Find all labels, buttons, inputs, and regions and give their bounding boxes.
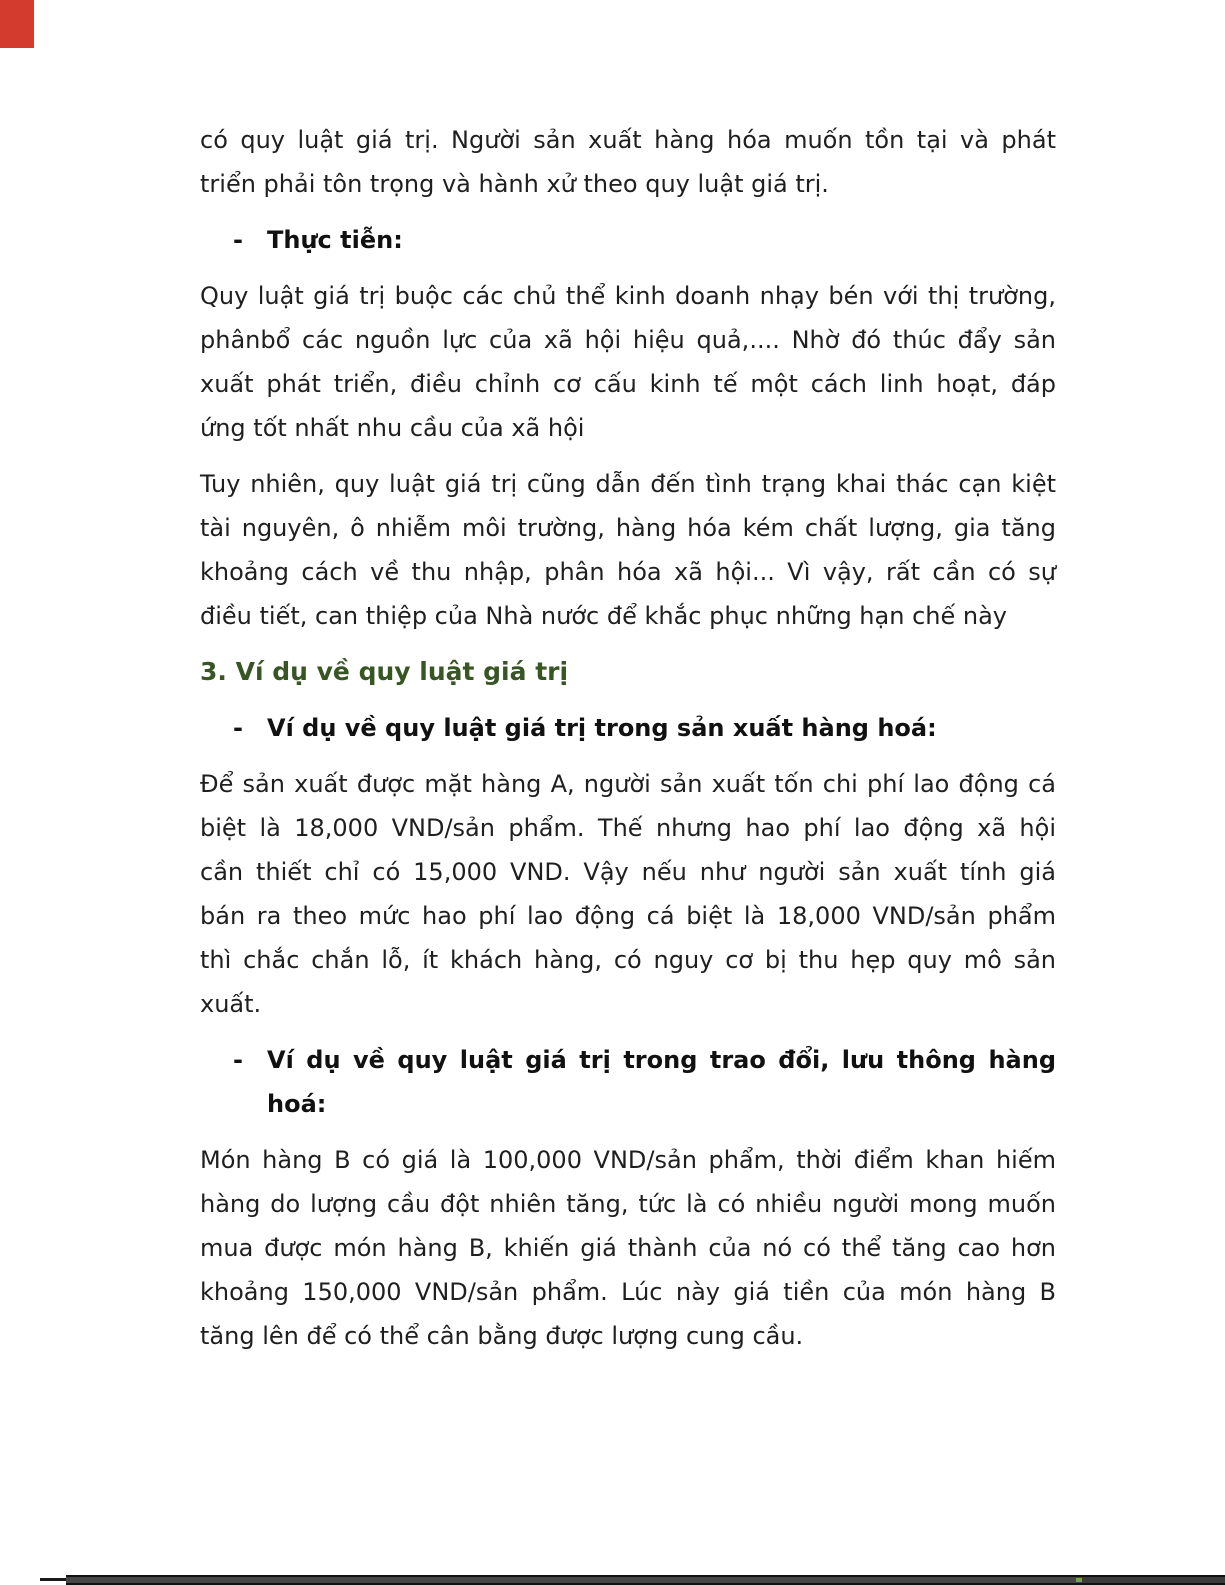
section-heading-3: 3. Ví dụ về quy luật giá trị [200,657,569,686]
bullet-label [267,218,1056,262]
text-line: Món hàng B có giá là 100,000 VND/sản phẩm, thời điểm khan hiếm [200,1146,1056,1174]
paragraph-law-of-value-intro [200,118,1056,206]
document-body [200,118,1056,1370]
bullet-dash: - [233,714,243,742]
text-line: triển phải tôn trọng và hành xử theo quy luật giá trị. [200,170,829,198]
bullet-dash: - [233,1046,243,1074]
text-line: biệt là 18,000 VND/sản phẩm. Thế nhưng hao phí lao động xã hội [200,814,1056,842]
paragraph-production-example [200,762,1056,1026]
bullet-label [267,706,1056,750]
text-line: Thực tiễn: [267,226,403,254]
text-line: thì chắc chắn lỗ, ít khách hàng, có nguy cơ bị thu hẹp quy mô sản [200,946,1056,974]
text-line: xuất phát triển, điều chỉnh cơ cấu kinh tế một cách linh hoạt, đáp [200,370,1056,398]
bullet-dash: - [233,226,243,254]
paragraph-practice-positive [200,274,1056,450]
bullet-heading-exchange-example [200,1038,1056,1126]
text-line: khoảng 150,000 VND/sản phẩm. Lúc này giá tiền của món hàng B [200,1278,1056,1306]
text-line: Quy luật giá trị buộc các chủ thể kinh doanh nhạy bén với thị trường, [200,282,1056,310]
bullet-label [267,1038,1056,1126]
text-line: hàng do lượng cầu đột nhiên tăng, tức là có nhiều người mong muốn [200,1190,1056,1218]
paragraph-practice-negative [200,462,1056,638]
window-bottom-edge-bar [66,1575,1225,1585]
text-line: khoảng cách về thu nhập, phân hóa xã hội... Vì vậy, rất cần có sự [200,558,1056,586]
window-bottom-tick [40,1578,66,1581]
text-line: ứng tốt nhất nhu cầu của xã hội [200,414,585,442]
page-corner-marker [0,0,34,48]
paragraph-exchange-example [200,1138,1056,1358]
bottom-bar-right-segment [1082,1577,1225,1583]
text-line: tăng lên để có thể cân bằng được lượng cung cầu. [200,1322,804,1350]
text-line: điều tiết, can thiệp của Nhà nước để khắc phục những hạn chế này [200,602,1007,630]
text-line: Tuy nhiên, quy luật giá trị cũng dẫn đến tình trạng khai thác cạn kiệt [200,470,1056,498]
text-line: Ví dụ về quy luật giá trị trong trao đổi, lưu thông hàng [267,1046,1056,1074]
bullet-heading-thuc-tien [200,218,1056,262]
text-line: phânbổ các nguồn lực của xã hội hiệu quả,.... Nhờ đó thúc đẩy sản [200,326,1056,354]
text-line: có quy luật giá trị. Người sản xuất hàng hóa muốn tồn tại và phát [200,126,1056,154]
text-line: mua được món hàng B, khiến giá thành của nó có thể tăng cao hơn [200,1234,1056,1262]
text-line: Để sản xuất được mặt hàng A, người sản xuất tốn chi phí lao động cá [200,770,1056,798]
text-line: Ví dụ về quy luật giá trị trong sản xuất hàng hoá: [267,714,937,742]
text-line: xuất. [200,990,262,1018]
text-line: cần thiết chỉ có 15,000 VND. Vậy nếu như người sản xuất tính giá [200,858,1056,886]
text-line: hoá: [267,1090,327,1118]
text-line: bán ra theo mức hao phí lao động cá biệt là 18,000 VND/sản phẩm [200,902,1056,930]
text-line: tài nguyên, ô nhiễm môi trường, hàng hóa kém chất lượng, gia tăng [200,514,1056,542]
bullet-heading-production-example [200,706,1056,750]
